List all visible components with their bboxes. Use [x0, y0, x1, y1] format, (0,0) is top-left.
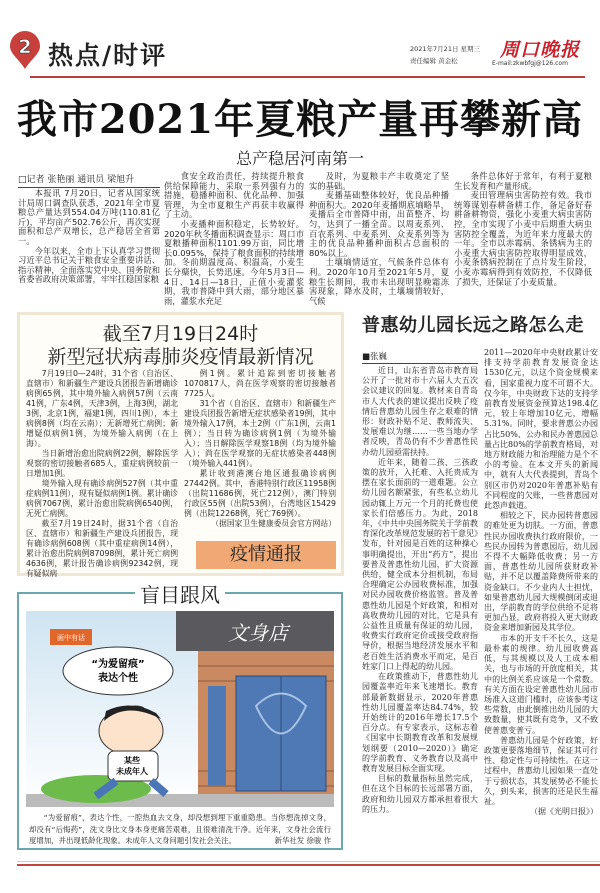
main-subtitle: 总产稳居河南第一 — [235, 149, 364, 168]
paragraph: 当日新增治愈出院病例22例，解除医学观察的密切接触者685人，重症病例较前一日增加1例。 — [26, 449, 178, 478]
covid-source: （据国家卫生健康委员会官方网站） — [211, 519, 336, 528]
opinion-headline: 普惠幼儿园长远之路怎么走 — [362, 315, 584, 336]
covid-title-line-1: 截至7月19日24时 — [102, 323, 259, 345]
opinion-byline: ■张巍 — [362, 350, 478, 364]
paragraph: 截至7月19日24时，据31个省（自治区、直辖市）和新疆生产建设兵团报告，现有确诊病例608例（其中重症病例14例），累计治愈出院病例87098例，累计死亡病例4636例，累计报告确诊病例92342例，现有疑似病 — [26, 519, 178, 578]
main-byline: □记者 张艳丽 通讯员 梁旭升 — [18, 172, 160, 188]
header-divider — [30, 76, 585, 78]
cartoon-illustration — [26, 611, 334, 807]
footer-divider — [17, 864, 600, 866]
paragraph: 小麦播种面积稳定，长势较好。2020年秋冬播面积调查显示：周口市夏粮播种面积1101.99万亩，同比增长0.095%，保持了粮食面积的持续增加。冬前期温度高、积温高，小麦生长分蘖快，长势迅速。今年5月3日—4日、14日—18日，正值小麦灌浆期，我市普降中到大雨，部分地区暴雨，灌浆水充足 — [164, 218, 304, 306]
issue-editor: 责任编辑 黄金松 — [410, 57, 458, 65]
caption-text: “为爱留痕”，表达个性，一腔热血去文身，却没想到埋下重重隐患。当你想洗掉文身，却没有“后悔药”，洗文身比文身本身更痛苦艰难，且很难清洗干净。近年来，文身社会流行度增加，并出现低龄化现象。未成年人文身问题引发社会关注。 — [29, 813, 331, 845]
paragraph: 食安全政治责任，持续提升粮食供给保障能力，采取一系列强有力的措施，稳播种面积、优化品种、加强管理，为全市夏粮生产再获丰收赢得了主动。 — [164, 171, 304, 220]
paragraph: 麦田管理病虫害防控有效。我市统筹谋划春耕备耕工作，备足备好春耕备耕物资，强化小麦重大病虫害防控，全市实现了小麦中后期重大病虫害防控全覆盖，为近年来力度最大的一年。全市以赤霉病、条锈病为主的小麦重大病虫害防控取得明显成效，小麦条锈病控制在了点片发生阶段，小麦赤霉病得到有效防控，不仅降低了损失，还保证了小麦质量。 — [454, 190, 592, 287]
paragraph: 市本的开支千不长久，这是最朴素的规律。幼儿园收费高低，与其规模以及人工成本相关，也与市场的开放度相关，其中的比例关系应该是一个常数。有关方面在设定普惠性幼儿园市场准入这道门槛时，应该参考这些常数，由此倒推出幼儿园的大致数量，使其既有竞争，又不致使普惠变普亏。 — [484, 633, 598, 735]
main-article-column-2 — [164, 172, 304, 306]
cartoon-title: 盲目跟风 — [135, 583, 225, 607]
contact-email: E-mail:zkwbfgj@126.com — [492, 60, 568, 67]
paragraph: 及时，为夏粮丰产丰收奠定了坚实的基础。 — [309, 171, 449, 191]
opinion-column-1 — [362, 366, 478, 815]
page-number-pin-icon — [8, 30, 42, 70]
page-number: 2 — [18, 36, 32, 58]
main-headline: 我市2021年夏粮产量再攀新高 — [16, 96, 584, 143]
opinion-column-2 — [484, 348, 598, 817]
newspaper-logo: 周口晚报 — [500, 39, 581, 61]
paragraph: 2011—2020年中央财政累计安排支持学前教育发展资金达1530亿元，以这个资金规模来看，国家重视力度不可谓不大。仅今年，中央财政下达的支持学前教育发展资金预算达198.4亿元，较上年增加10亿元，增幅5.31%。同时，要求普惠公办园占比50%、公办和民办普惠园总量占比80%的学前教育格局，对地方财政能力和治理能力是个不小的考验。在本文开头的新闻中，就有人大代表提到，青岛个别区市仍对2020年普惠补贴有不同程度的欠账，一些普惠园对此怨声载道。 — [484, 348, 598, 511]
paragraph: 7月19日0—24时，31个省（自治区、直辖市）和新疆生产建设兵团报告新增确诊病例65例，其中境外输入病例57例（云南41例，广东4例，天津3例，上海3例，湖北3例，北京1例，福建1例，四川1例），本土病例8例（均在云南）；无新增死亡病例；新增疑似病例1例，为境外输入病例（在上海）。 — [26, 369, 178, 448]
main-article-column-4 — [454, 172, 592, 287]
paragraph: 例1例。累计追踪到密切接触者1070817人，尚在医学观察的密切接触者7725人。 — [184, 369, 336, 398]
paragraph: 近年来，随着二孩、三孩政策的放开，入托难、入托贵成为摆在家长面前的一道难题。公立幼儿园名额紧张，有些私立幼儿园动辄上万元一个月的托费也使家长们倍感压力。为此，2018年，《中共中央国务院关于学前教育深化改革规范发展的若干意见》发布，针对园是百姓的这种操心事明确提出，开出“药方”，提出要普及普惠性幼儿园，扩大资源供给，健全成本分担机制，布局合理确定公办园收费标准，加强对民办园收费价格监管。普及普惠性幼儿园是个好政策，和相对高收费幼儿园的对比，它是具有公益性且质量有保证的幼儿园，收费实行政府定价或接受政府指导价，根据当地经济发展水平和老百姓生活消费水平而定，是百姓家门口上得起的幼儿园。 — [362, 457, 478, 671]
paragraph: 目标的数量指标虽然完成，但在这个目标的长远部署方面，政府和幼儿园双方都承担着很大的压力。 — [362, 774, 478, 814]
section-title: 热点/时评 — [48, 41, 168, 70]
covid-column-1 — [26, 369, 178, 579]
speech-bubble-line-1: “为爱留痕” — [91, 659, 145, 670]
main-article-column-1 — [18, 189, 160, 285]
covid-column-2 — [184, 369, 336, 529]
cartoon-box — [17, 583, 343, 850]
paragraph: 条件总体好于常年，有利于夏粮生长发育和产量形成。 — [454, 171, 592, 191]
cartoon-caption — [29, 812, 331, 847]
paragraph: 麦播基础整体较好，优良品种播种面积大。2020年麦播期底墒略旱，麦播后全市普降中雨，出苗整齐、均匀，达到了一播全苗。以周麦系列、百农系列、中麦系列、众麦系列等为主的优良品种播种面积占总面积的80%以上。 — [309, 190, 449, 258]
paragraph: 土壤墒情适宜，气候条件总体有利。2020年10月至2021年5月，夏粮生长期间，我市未出现明显晚霜冻害现象，降水及时，土壤墒情较好，气候 — [309, 257, 449, 306]
paragraph: 累计收到港澳台地区通报确诊病例27442例。其中，香港特别行政区11958例（出院11686例，死亡212例），澳门特别行政区55例（出院53例），台湾地区15429例（出院12268例，死亡769例）。 — [184, 469, 336, 518]
shop-sign: 文身店 — [228, 621, 288, 645]
cartoon-credit: 新华社发 徐骏 作 — [274, 836, 331, 845]
covid-title-line-2: 新型冠状病毒肺炎疫情最新情况 — [47, 346, 314, 368]
paragraph: 在政策推动下，普惠性幼儿园覆盖率近年来飞速增长。教育部最新数据显示，2020年普惠性幼儿园覆盖率达84.74%，较开始统计的2016年增长17.5个百分点。有专家表示，这标志着《国家中长期教育改革和发展规划纲要（2010—2020）》确定的学前教育、义务教育以及高中教育发展目标全面实现。 — [362, 672, 478, 773]
paragraph: 境外输入现有确诊病例527例（其中重症病例11例），现有疑似病例1例。累计确诊病例7067例，累计治愈出院病例6540例，无死亡病例。 — [26, 479, 178, 518]
shirt-text-line-2: 未成年人 — [116, 767, 148, 776]
cartoon-tag: 画中有话 — [57, 634, 85, 642]
paragraph: 本报讯 7月20日，记者从国家统计局周口调查队获悉，2021年全市夏粮总产量达到554.04万吨(110.81亿斤)，平均亩产502.76公斤，再次实现面积和总产双增长，总产稳居全省第一。 — [18, 188, 160, 246]
issue-date: 2021年7月21日 星期三 — [410, 45, 481, 53]
footer-divider-thin — [17, 861, 600, 862]
paragraph: 普惠幼儿园是个好政策，好政策更要落地细节，保证其可行性、稳定性与可持续性。在这一过程中，普惠幼儿园如果一直处于亏损状态，其发展势必不能长久，到头来，损害的还是民生福祉。 — [484, 735, 598, 806]
paragraph: 近日，山东省青岛市教育局公开了一批对市十六届人大五次会议建议的回复。教材来自青岛市人大代表的建议提出反映了疫情后普惠幼儿园生存之艰难的情形：财政补贴不足、教师流失、发展难以为继……一些当地办学者反映，青岛仍有不少普惠性民办幼儿园亟需扶持。 — [362, 366, 478, 457]
main-article-column-3 — [309, 172, 449, 306]
shirt-text-line-1: 某些 — [124, 756, 140, 765]
paragraph: 今年以来，全市上下认真学习贯彻习近平总书记关于粮食安全重要讲话、指示精神，全面落实党中央、国务院和省委省政府决策部署，牢牢扛稳国家粮 — [18, 245, 160, 285]
issue-meta — [410, 43, 480, 67]
covid-notice-label: 疫情通报 — [196, 541, 336, 569]
paragraph: 31个省（自治区、直辖市）和新疆生产建设兵团报告新增无症状感染者19例，其中境外输入17例，本土2例（广东1例，云南1例）；当日转为确诊病例1例（为境外输入）；当日解除医学观察18例（均为境外输入）；尚在医学观察的无症状感染者448例（境外输入441例）。 — [184, 399, 336, 468]
covid-report-box — [17, 312, 344, 576]
paragraph: 相较之下，民办园转普惠园的难处更为切肤。一方面，普惠性民办园收费执行政府限价，一些民办园转为普惠园后，幼儿园不得不大幅降低收费；另一方面，普惠性幼儿园所获财政补贴，并不足以覆盖降费所带来的资金缺口。不少业内人士担忧，如果普惠幼儿园大规模倒闭或退出，学前教育的学位供给不足将更加凸显，政府将投入更大财政资金来增加新园及其学位。 — [484, 511, 598, 633]
opinion-source: （据《光明日报》） — [530, 807, 598, 817]
speech-bubble-line-2: 表达个性 — [98, 673, 138, 684]
